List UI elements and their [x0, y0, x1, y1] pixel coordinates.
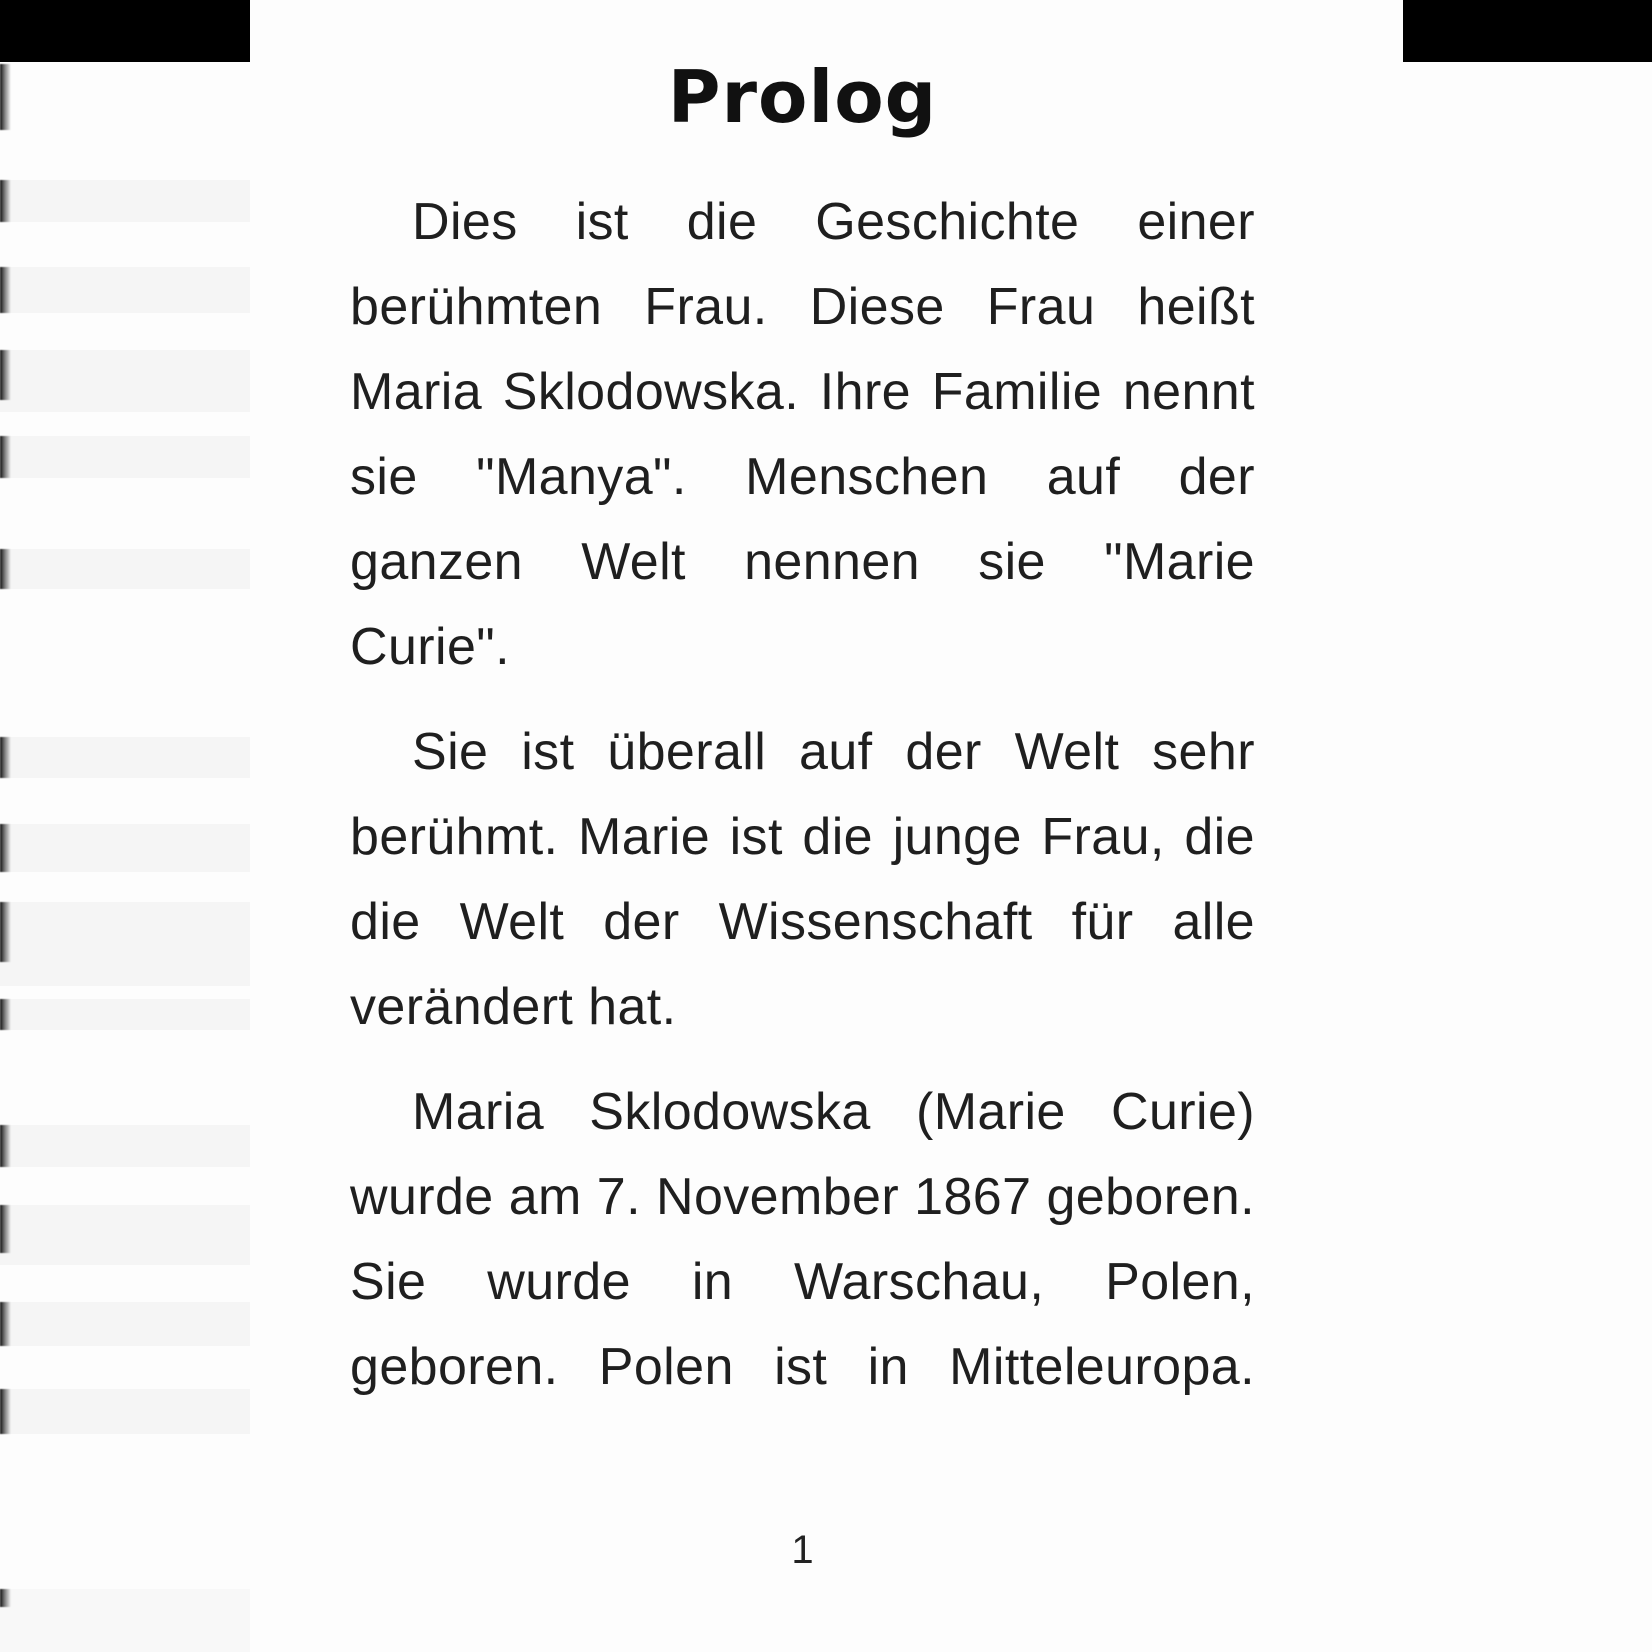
paragraph	[350, 1070, 1255, 1410]
page-edge-mark	[0, 902, 11, 962]
text-line: wurde am 7. November 1867 geboren.	[350, 1168, 1255, 1226]
page-edge-mark	[0, 737, 11, 778]
text-line: berühmten Frau. Diese Frau heißt	[350, 278, 1255, 336]
page-edge-stripe	[0, 824, 250, 872]
page-edge-mark	[0, 1205, 11, 1253]
text-line: Curie".	[350, 618, 510, 676]
text-line: geboren. Polen ist in Mitteleuropa.	[350, 1338, 1255, 1396]
page-edge-mark	[0, 1389, 11, 1434]
page-edge-stripe	[0, 902, 250, 986]
page-edge-mark	[0, 1302, 11, 1346]
page-text	[350, 180, 1255, 1410]
page-edge-stripe	[0, 1125, 250, 1167]
paragraph	[350, 180, 1255, 690]
page-edge-mark	[0, 267, 11, 313]
page-edge-mark	[0, 1589, 11, 1607]
page-edge-mark	[0, 436, 11, 478]
page-edge-mark	[0, 64, 11, 130]
page-edge-mark	[0, 180, 11, 222]
page-edge-stripe	[0, 1205, 250, 1265]
page-edge-stripe	[0, 180, 250, 222]
text-line: verändert hat.	[350, 978, 677, 1036]
page-edge-mark	[0, 549, 11, 589]
text-line: sie "Manya". Menschen auf der	[350, 448, 1255, 506]
chapter-title: Prolog	[667, 55, 938, 139]
text-line: ganzen Welt nennen sie "Marie	[350, 533, 1255, 591]
text-line: Sie ist überall auf der Welt sehr	[412, 723, 1255, 781]
page-edge-stripe	[0, 1302, 250, 1346]
page-edge-mark	[0, 350, 11, 400]
page-edge-stripe	[0, 267, 250, 313]
page-edge-stripe	[0, 999, 250, 1030]
paragraph	[350, 710, 1255, 1050]
text-line: Maria Sklodowska (Marie Curie)	[412, 1083, 1255, 1141]
text-line: Dies ist die Geschichte einer	[412, 193, 1255, 251]
page-edge-mark	[0, 1125, 11, 1167]
page-edge-stripe	[0, 549, 250, 589]
page-edge-stripe	[0, 1589, 250, 1652]
book-page	[350, 0, 1255, 1410]
page-edge-stripe	[0, 737, 250, 778]
text-line: Sie wurde in Warschau, Polen,	[350, 1253, 1255, 1311]
book-page-edges	[0, 0, 250, 1652]
text-line: Maria Sklodowska. Ihre Familie nennt	[350, 363, 1255, 421]
page-edge-mark	[0, 824, 11, 872]
page-edge-stripe	[0, 350, 250, 412]
page-edge-stripe	[0, 436, 250, 478]
page-edge-mark	[0, 999, 11, 1030]
page-number: 1	[791, 1528, 814, 1572]
text-line: berühmt. Marie ist die junge Frau, die	[350, 808, 1255, 866]
text-line: die Welt der Wissenschaft für alle	[350, 893, 1255, 951]
page-edge-stripe	[0, 1389, 250, 1434]
photo-background-top-right	[1403, 0, 1652, 62]
